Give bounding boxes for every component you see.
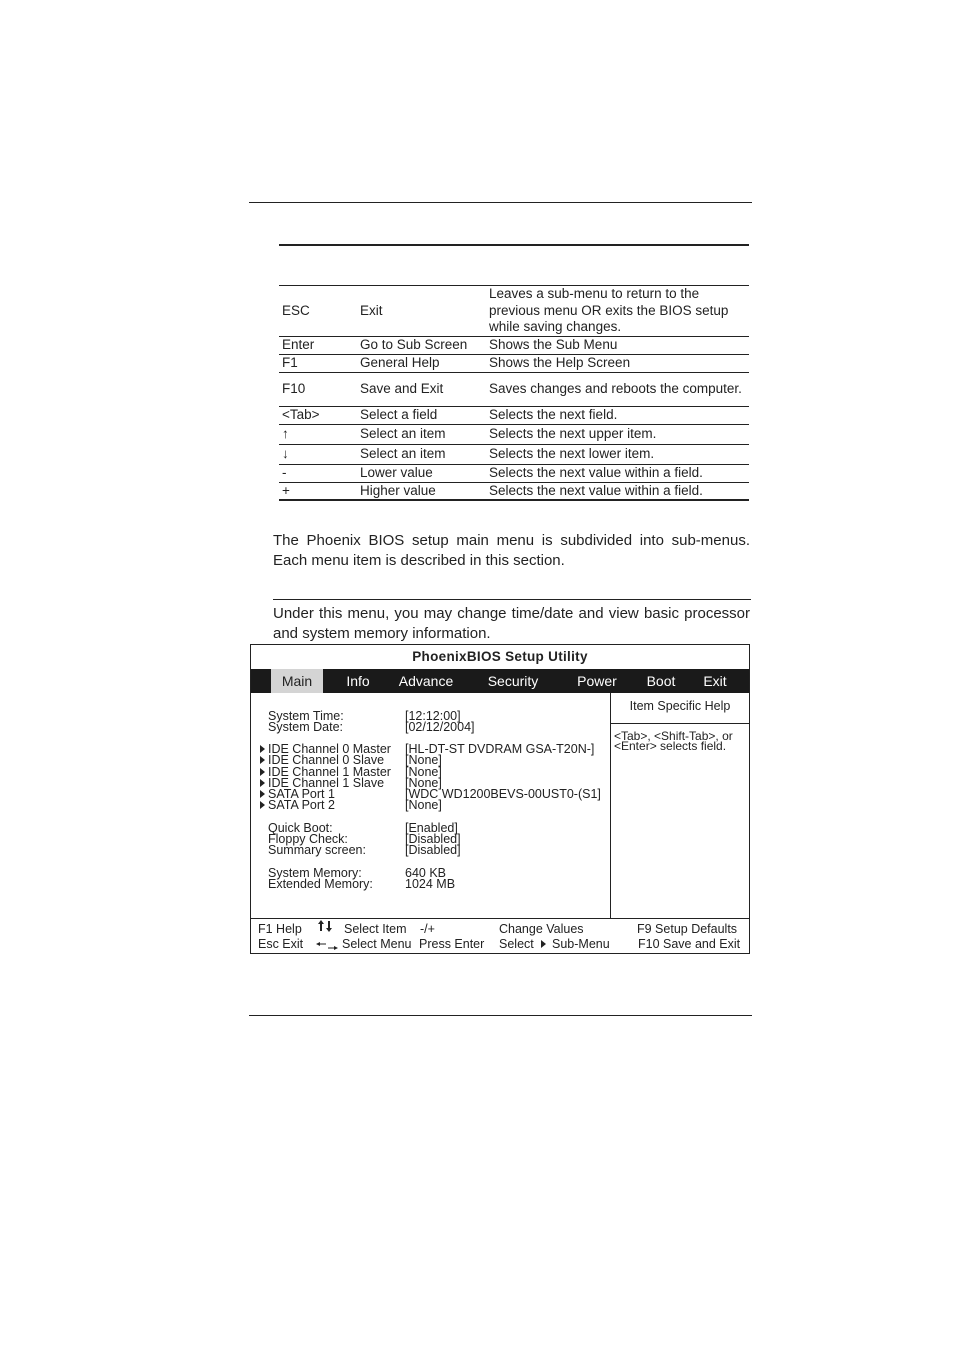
hotkey-description: Selects the next value within a field. [489,482,703,498]
hotkey-key: ↑ [282,426,289,442]
submenu-value: [None] [405,776,442,790]
hotkey-function: Select an item [360,426,446,442]
bios-menu-bar [251,669,749,693]
tab-info[interactable]: Info [346,673,370,689]
summary-screen-field[interactable]: [Disabled] [405,843,461,857]
page-top-rule [249,202,752,203]
tab-security[interactable]: Security [487,673,539,689]
quick-boot-label: Quick Boot: [268,821,333,835]
submenu-label: IDE Channel 0 Slave [268,753,385,767]
footer-select: Select [499,937,534,951]
hotkey-function: Lower value [360,465,433,481]
hotkey-function: General Help [360,355,440,371]
hotkey-key: + [282,482,290,498]
table-row [279,286,749,337]
footer-sub-menu: Sub-Menu [552,937,610,951]
bios-screenshot [250,644,750,954]
left-right-arrows-icon [316,939,338,953]
hotkey-description: Selects the next value within a field. [489,465,703,481]
footer-change-values: Change Values [499,922,584,936]
bios-title: PhoenixBIOS Setup Utility [412,649,588,664]
intro-paragraph: The Phoenix BIOS setup main menu is subdivided into sub-menus. Each menu item is described in this section. [273,532,750,569]
tab-advance[interactable]: Advance [398,673,454,689]
hotkey-description: Selects the next lower item. [489,446,655,462]
footer-select-item: Select Item [344,922,407,936]
hotkey-function: Select an item [360,446,446,462]
extended-memory-value: 1024 MB [405,877,456,891]
hotkey-key: F1 [282,355,298,371]
hotkey-table [279,244,749,501]
hotkey-key: F10 [282,381,306,397]
system-date-label: System Date: [268,720,344,734]
submenu-value: [WDC WD1200BEVS-00UST0-(S1] [405,787,601,801]
hotkey-description: Selects the next upper item. [489,426,657,442]
triangle-right-icon [260,756,265,764]
table-row [279,465,749,483]
hotkey-function: Select a field [360,407,438,423]
help-line: <Tab>, <Shift-Tab>, or [614,731,733,743]
page-bottom-rule [249,1015,752,1016]
summary-screen-label: Summary screen: [268,843,366,857]
table-row [279,483,749,501]
triangle-right-icon [260,768,265,776]
main-menu-paragraph: Under this menu, you may change time/date and view basic processor and system memory information. [273,605,750,642]
system-memory-label: System Memory: [268,866,362,880]
submenu-value: [HL-DT-ST DVDRAM GSA-T20N-] [405,742,595,756]
submenu-label: IDE Channel 1 Slave [268,776,385,790]
up-down-arrows-icon [318,920,332,935]
tab-power[interactable]: Power [577,673,617,689]
bios-footer [251,919,749,953]
submenu-label: SATA Port 1 [268,787,335,801]
triangle-right-icon [260,745,265,753]
help-line: <Enter> selects field. [614,739,727,751]
section-rule [273,599,751,600]
system-date-field[interactable]: [02/12/2004] [405,720,475,734]
submenu-sata-port-2[interactable] [260,800,335,812]
floppy-check-field[interactable]: [Disabled] [405,832,461,846]
footer-f9-defaults: F9 Setup Defaults [637,922,738,936]
footer-press-enter: Press Enter [419,937,485,951]
tab-boot[interactable]: Boot [646,673,676,689]
hotkey-description: Shows the Sub Menu [489,337,618,353]
help-panel-rule [611,723,749,724]
quick-boot-field[interactable]: [Enabled] [405,821,458,835]
hotkey-function: Exit [360,302,383,318]
table-row [279,355,749,373]
footer-esc-exit: Esc Exit [258,937,304,951]
triangle-right-icon [260,779,265,787]
floppy-check-label: Floppy Check: [268,832,348,846]
hotkey-key: <Tab> [282,407,320,423]
triangle-right-icon [260,801,265,809]
submenu-label: IDE Channel 0 Master [268,742,391,756]
hotkey-description: Leaves a sub-menu to return to the previous menu OR exits the BIOS setup while saving changes. [489,286,729,335]
triangle-right-icon [541,940,549,954]
help-panel-title: Item Specific Help [629,699,731,713]
tab-main[interactable]: Main [271,669,323,693]
system-time-label: System Time: [268,709,344,723]
hotkey-key: - [282,465,287,481]
footer-f10-save: F10 Save and Exit [638,937,741,951]
help-panel-text [614,731,750,751]
table-row [279,445,749,465]
hotkey-key: ESC [282,302,310,318]
table-row [279,407,749,425]
table-header-space [279,246,749,286]
table-row [279,425,749,445]
hotkey-description: Shows the Help Screen [489,355,631,371]
table-row [279,373,749,407]
hotkey-function: Higher value [360,482,436,498]
tab-exit[interactable]: Exit [703,673,727,689]
footer-f1-help: F1 Help [258,922,302,936]
submenu-label: SATA Port 2 [268,798,335,812]
hotkey-description: Saves changes and reboots the computer. [489,381,742,397]
extended-memory-label: Extended Memory: [268,877,373,891]
system-time-field[interactable]: [12:12:00] [405,709,461,723]
hotkey-function: Go to Sub Screen [360,337,468,353]
submenu-value: [None] [405,753,442,767]
hotkey-description: Selects the next field. [489,407,618,423]
hotkey-key: ↓ [282,446,289,462]
hotkey-key: Enter [282,337,315,353]
system-memory-value: 640 KB [405,866,447,880]
hotkey-function: Save and Exit [360,381,444,397]
submenu-value: [None] [405,765,442,779]
bios-panel-divider [610,693,611,918]
submenu-value: [None] [405,798,442,812]
footer-minus-plus: -/+ [420,922,435,936]
triangle-right-icon [260,790,265,798]
table-row [279,337,749,355]
submenu-label: IDE Channel 1 Master [268,765,391,779]
footer-select-menu: Select Menu [342,937,412,951]
